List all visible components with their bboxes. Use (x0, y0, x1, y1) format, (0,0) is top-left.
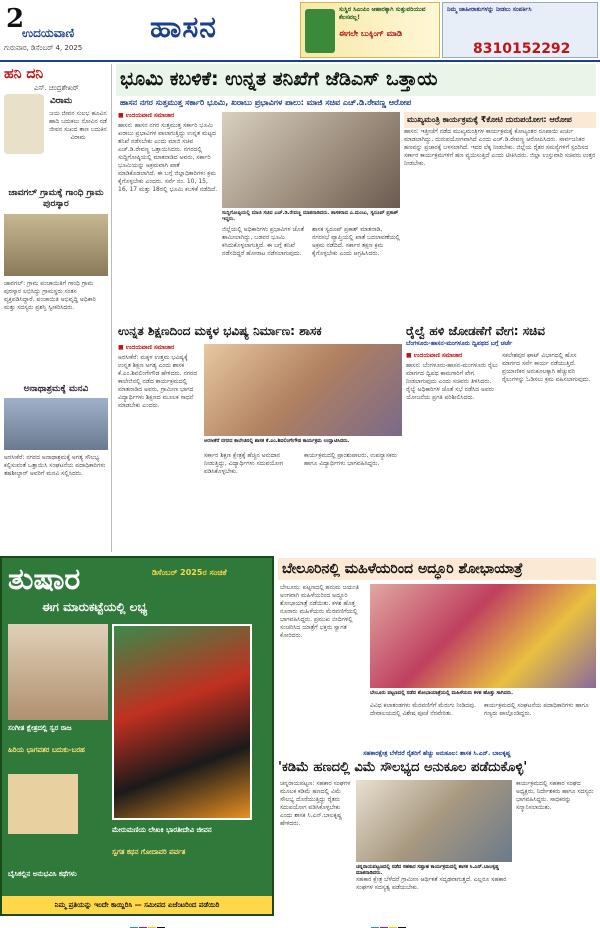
left-column (0, 64, 112, 552)
header-ad-left[interactable] (300, 2, 440, 58)
insurance-kicker: ಸಹಕಾರಕ್ಷೇತ್ರ ಬೆಳೆದರೆ ರೈತರಿಗೆ ಹೆಚ್ಚು ಅನುಕೂಲ: ಶಾಸಕ ಸಿ.ಎನ್. ಬಾಲಕೃಷ್ಣ (363, 750, 511, 757)
tushar-logo: ತುಷಾರ (8, 562, 81, 597)
lead-subhead: ಹಾಸನ ನಗರ ಸುತ್ತಮುತ್ತ ಸರ್ಕಾರಿ ಭೂಮಿ, ಖರಾಬು ಪ್ರಭಾವಿಗಳ ಪಾಲು: ಮಾಜಿ ಸಚಿವ ಎಚ್.ಡಿ.ರೇವಣ್ಣ ಆರೋಪ (120, 98, 412, 107)
belur-photo (370, 584, 596, 688)
side-story-headline[interactable]: ಮುಖ್ಯಮಂತ್ರಿ ಕಾರ್ಯಕ್ರಮಕ್ಕೆ ₹ಕೋಟಿ ದುರುಪಯೋಗ: ಆರೋಪ (404, 112, 596, 128)
education-photo-caption: ಅರಸೀಕೆರೆ ನಗರದ ಕಾಲೇಜಿನಲ್ಲಿ ಶಾಸಕ ಕೆ.ಎಂ.ಶಿವಲಿಂಗೇಗೌಡ ಕಾರ್ಯಕ್ರಮ ಉದ್ಘಾಟಿಸಿದರು. (204, 438, 350, 444)
masthead (0, 0, 600, 62)
lead-byline: ■ ಉದಯವಾಣಿ ಸಮಾಚಾರ (118, 112, 175, 119)
story-orphanage-photo (4, 398, 108, 450)
story-javagal-photo (4, 214, 108, 276)
belur-headline[interactable]: ಬೇಲೂರಿನಲ್ಲಿ ಮಹಿಳೆಯರಿಂದ ಅದ್ಧೂರಿ ಶೋಭಾಯಾತ್ರೆ (278, 558, 596, 580)
publish-date: ಗುರುವಾರ, ಡಿಸೆಂಬರ್ 4, 2025 (4, 44, 83, 52)
insurance-headline[interactable]: 'ಕಡಿಮೆ ಹಣದಲ್ಲಿ ವಿಮೆ ಸೌಲಭ್ಯದ ಅನುಕೂಲ ಪಡೆದುಕೊಳ್ಳಿ' (278, 760, 528, 775)
paper-name: ಉದಯವಾಣಿ (22, 26, 75, 40)
belur-photo-caption: ಬೇಲೂರು ಪಟ್ಟಣದಲ್ಲಿ ನಡೆದ ಶೋಭಾಯಾತ್ರೆಯಲ್ಲಿ ಮಹಿಳೆಯರು ಕಳಶ ಹೊತ್ತು ಸಾಗಿದರು. (370, 690, 514, 696)
education-headline[interactable]: ಉನ್ನತ ಶಿಕ್ಷಣದಿಂದ ಮಕ್ಕಳ ಭವಿಷ್ಯ ನಿರ್ಮಾಣ: ಶಾಸಕ (118, 324, 322, 338)
dateline (4, 44, 82, 53)
lead-column-1 (118, 112, 218, 320)
ad-left-line1: ಸುಸ್ಥಿರ ಸಿಎಂಪಿಂ ಆಹಾರಕ್ಕಾಗಿ ಸುತ್ತುವರಿಯುವ ಕೆಲಸವಲ್ಲ! (339, 6, 426, 21)
insurance-photo (356, 780, 512, 862)
insurance-column-1: ಚನ್ನರಾಯಪಟ್ಟಣ: ಸಹಕಾರ ಸಂಘಗಳ ಮೂಲಕ ಕಡಿಮೆ ಹಣದಲ್ಲಿ ವಿಮೆ ಸೌಲಭ್ಯ ದೊರೆಯುತ್ತಿದ್ದು ರೈತರು ಸದುಪಯೋಗ ಪಡಿಸಿಕೊಳ್ಳಬೇಕು ಎಂದು ಶಾಸಕ ಸಿ.ಎನ್.ಬಾಲಕೃಷ್ಣ ಹೇಳಿದರು. (280, 780, 351, 827)
poem-text: ಜಯ ಜೀವನ ಸುಲಭ ಹೂವಿನ ಹಾದಿ ಬದುಕಲು ನೋವಿನ ನಡೆ ಜೀವನ ಸುಖದ ತಾಣ ಬದುಕಿನ ವಿರಾಮ (49, 110, 107, 141)
rail-headline[interactable]: ರೈಲ್ವೆ ಹಳಿ ಜೋಡಣೆಗೆ ವೇಗ: ಸಚಿವ (406, 324, 545, 338)
side-story-text: ಹಾಸನ: ಇತ್ತೀಚೆಗೆ ನಡೆದ ಮುಖ್ಯಮಂತ್ರಿಗಳ ಕಾರ್ಯಕ್ರಮಕ್ಕೆ ಕೋಟ್ಯಂತರ ರೂಪಾಯಿ ಖರ್ಚು ಮಾಡಲಾಗಿದ್ದು, ದುರುಪಯೋಗವಾಗಿದೆ ಎಂದು ಎಚ್.ಡಿ.ರೇವಣ್ಣ ಆರೋಪಿಸಿದರು. ಸಾರ್ವಜನಿಕರ ಹಣವನ್ನು ಪ್ರಚಾರಕ್ಕೆ ಬಳಸಲಾಗಿದೆ. ಇದರ ಲೆಕ್ಕ ನೀಡಬೇಕು. ಜಿಲ್ಲೆಯ ರೈತರ ಸಮಸ್ಯೆಗಳಿಗೆ ಸ್ಪಂದಿಸದ ಸರ್ಕಾರ ಕಾರ್ಯಕ್ರಮಗಳಿಗೆ ಹಣ ವ್ಯಯಿಸುತ್ತಿದೆ ಎಂದು ಟೀಕಿಸಿದರು. ಜಿಲ್ಲಾ ಉಸ್ತುವಾರಿ ಸಚಿವರು ಉತ್ತರ ನೀಡಬೇಕು. (404, 128, 596, 167)
education-byline: ■ ಉದಯವಾಣಿ ಸಮಾಚಾರ (118, 344, 175, 351)
tushar-magazine-ad[interactable] (0, 556, 274, 916)
lead-photo-caption: ಸುದ್ದಿಗೋಷ್ಠಿಯಲ್ಲಿ ಮಾಜಿ ಸಚಿವ ಎಚ್.ಡಿ.ರೇವಣ್ಣ ಮಾತನಾಡಿದರು. ಶಾಸಕರಾದ ಎ.ಮಂಜು, ಸ್ವರೂಪ್ ಪ್ರಕಾಶ್ ಇದ್ದರು. (222, 210, 399, 222)
story-javagal-headline[interactable]: ಜಾವಗಲ್ ಗ್ರಾಮಕ್ಕೆ ಗಾಂಧಿ ಗ್ರಾಮ ಪುರಸ್ಕಾರ (8, 188, 104, 209)
education-column-3: ಕಾರ್ಯಕ್ರಮದಲ್ಲಿ ಪ್ರಾಂಶುಪಾಲರು, ಉಪನ್ಯಾಸಕರು ಹಾಗೂ ವಿದ್ಯಾರ್ಥಿಗಳು ಭಾಗವಹಿಸಿದ್ದರು. (304, 452, 397, 467)
story-orphanage-text: ಅರಸೀಕೆರೆ: ನಗರದ ಅನಾಥಾಶ್ರಮಕ್ಕೆ ಅಗತ್ಯ ಸೌಲಭ್ಯ ಕಲ್ಪಿಸುವಂತೆ ಒತ್ತಾಯಿಸಿ ಸಂಘಟನೆಯ ಪದಾಧಿಕಾರಿಗಳು ತಹಶೀಲ್ದಾರ್ ಅವರಿಗೆ ಮನವಿ ಸಲ್ಲಿಸಿದರು. (4, 454, 106, 477)
ad-left-line2: ಈಗಲೇ ಬುಕ್ಕಿಂಗ್ ಮಾಡಿ (339, 29, 403, 38)
page-number: 2 (6, 4, 25, 34)
hani-byline: ಎಸ್. ಚಂದ್ರಶೇಖರ್ (34, 84, 79, 92)
print-registration-marks (0, 918, 600, 926)
poem-title: ವಿರಾಮ (50, 96, 73, 106)
belur-column-2: ವಿವಿಧ ಕಲಾತಂಡಗಳು ಮೆರವಣಿಗೆಗೆ ಮೆರುಗು ನೀಡಿದವು. ದೇವಾಲಯದಲ್ಲಿ ವಿಶೇಷ ಪೂಜೆ ನೆರವೇರಿತು. (370, 702, 476, 717)
lead-column-2: ಜಿಲ್ಲೆಯಲ್ಲಿ ಅಧಿಕಾರಿಗಳು ಪ್ರಭಾವಿಗಳ ಜೊತೆ ಶಾಮೀಲಾಗಿದ್ದು, ಬಡವರ ಭೂಮಿ ಕಸಿದುಕೊಳ್ಳಲಾಗುತ್ತಿದೆ. ಈ ಬಗ್ಗೆ ತನಿಖೆ ನಡೆಸದಿದ್ದರೆ ಹೋರಾಟ ನಡೆಸಲಾಗುವುದು. (222, 226, 305, 257)
tushar-item-4: ಸ್ವಗತ ಕಥನ ಗೋದಾವರಿ ಪರ್ವತ (112, 848, 186, 856)
lead-headline[interactable]: ಭೂಮಿ ಕಬಳಿಕೆ: ಉನ್ನತ ತನಿಖೆಗೆ ಜೆಡಿಎಸ್ ಒತ್ತಾಯ (120, 68, 438, 90)
education-column-1 (118, 344, 200, 552)
education-column-2: ಸರ್ಕಾರ ಶಿಕ್ಷಣ ಕ್ಷೇತ್ರಕ್ಕೆ ಹೆಚ್ಚಿನ ಅನುದಾನ ನೀಡುತ್ತಿದ್ದು, ವಿದ್ಯಾರ್ಥಿಗಳು ಸದುಪಯೋಗ ಪಡಿಸಿಕೊಳ್ಳಬೇಕು. (204, 452, 284, 475)
rail-byline: ■ ಉದಯವಾಣಿ ಸಮಾಚಾರ (406, 352, 463, 359)
tushar-item-5: ಬೈಸಿಕಲ್ಲಿನ ಅನುಭವಿಸಿ ಕಥೆಗಳು (8, 870, 77, 878)
insurance-photo-caption: ಚನ್ನರಾಯಪಟ್ಟಣದಲ್ಲಿ ನಡೆದ ಸಹಕಾರ ಸಪ್ತಾಹ ಕಾರ್ಯಕ್ರಮದಲ್ಲಿ ಶಾಸಕ ಸಿ.ಎನ್.ಬಾಲಕೃಷ್ಣ ಮಾತನಾಡಿದರು. (356, 864, 500, 876)
tushar-portrait (8, 624, 108, 720)
tushar-item-1: ಸಂಗೀತ ಕ್ಷೇತ್ರದಲ್ಲಿ ಸ್ವರ ರಾಜ (8, 724, 72, 732)
poet-illustration (4, 94, 44, 154)
education-col1-text: ಅರಸೀಕೆರೆ: ಮಕ್ಕಳ ಉತ್ತಮ ಭವಿಷ್ಯಕ್ಕೆ ಉನ್ನತ ಶಿಕ್ಷಣ ಅಗತ್ಯ ಎಂದು ಶಾಸಕ ಕೆ.ಎಂ.ಶಿವಲಿಂಗೇಗೌಡ ಹೇಳಿದರು. ನಗರದ ಕಾಲೇಜಿನಲ್ಲಿ ನಡೆದ ಕಾರ್ಯಕ್ರಮದಲ್ಲಿ ಮಾತನಾಡಿದ ಅವರು, ಗ್ರಾಮೀಣ ಭಾಗದ ವಿದ್ಯಾರ್ಥಿಗಳು ಶಿಕ್ಷಣದ ಮೂಲಕ ಸಾಧನೆ ಮಾಡಬೇಕು ಎಂದರು. (118, 354, 198, 409)
ad-right-text: ನಿಮ್ಮ ಜಾಹೀರಾತುಗಳನ್ನು ನೀಡಲು ಸಂಪರ್ಕಿಸಿ (447, 6, 532, 13)
lead-col1-text: ಹಾಸನ: ಹಾಸನ ನಗರ ಸುತ್ತಮುತ್ತ ಸರ್ಕಾರಿ ಭೂಮಿ ಖರಾಬು ಪ್ರಭಾವಿಗಳ ಪಾಲಾಗುತ್ತಿದ್ದು ಉನ್ನತ ಮಟ್ಟದ ತನಿಖೆ ನಡೆಸಬೇಕು ಎಂದು ಮಾಜಿ ಸಚಿವ ಎಚ್.ಡಿ.ರೇವಣ್ಣ ಒತ್ತಾಯಿಸಿದರು. ನಗರದಲ್ಲಿ ಸುದ್ದಿಗೋಷ್ಠಿಯಲ್ಲಿ ಮಾತನಾಡಿದ ಅವರು, ಸರ್ಕಾರಿ ಭೂಮಿಯನ್ನು ಅಕ್ರಮವಾಗಿ ಖಾತೆ ಮಾಡಿಕೊಡಲಾಗಿದೆ. ಈ ಬಗ್ಗೆ ಜಿಲ್ಲಾಧಿಕಾರಿಗಳು ಕ್ರಮ ಕೈಗೊಳ್ಳಬೇಕು ಎಂದರು. ಸರ್ವೆ ನಂ. 10, 15, 16, 17 ಮತ್ತು 18ರಲ್ಲಿ ಭೂಮಿ ಕಬಳಿಕೆ ನಡೆದಿದೆ. (118, 122, 218, 193)
story-orphanage-headline[interactable]: ಅನಾಥಾಶ್ರಮಕ್ಕೆ ಮನವಿ (23, 384, 89, 394)
ad-phone-number: 8310152292 (473, 41, 571, 57)
tushar-cover-image (112, 624, 252, 820)
rail-column-2: ಸಕಲೇಶಪುರ ಘಾಟ್ ವಿಭಾಗದಲ್ಲಿ ಹೊಸ ಮಾರ್ಗದ ಸರ್ವೆ ಕಾರ್ಯ ನಡೆಯುತ್ತಿದೆ. ಪ್ರಯಾಣಿಕರ ಅನುಕೂಲಕ್ಕಾಗಿ ಹೆಚ್ಚುವರಿ ರೈಲುಗಳನ್ನು ಓಡಿಸಲು ಕ್ರಮ ವಹಿಸಲಾಗುವುದು. (502, 352, 591, 383)
ad-product-image (305, 9, 335, 53)
tushar-author-photo (8, 774, 78, 834)
header-ad-right[interactable] (442, 2, 598, 58)
insurance-column-3: ಕಾರ್ಯಕ್ರಮದಲ್ಲಿ ಸಹಕಾರ ಸಂಘದ ಅಧ್ಯಕ್ಷರು, ನಿರ್ದೇಶಕರು ಹಾಗೂ ಸದಸ್ಯರು ಭಾಗವಹಿಸಿದ್ದರು. ಸಾಧಕರನ್ನು ಸನ್ಮಾನಿಸಲಾಯಿತು. (516, 780, 594, 811)
rail-col1-text: ಹಾಸನ: ಬೆಂಗಳೂರು-ಹಾಸನ-ಮಂಗಳೂರು ರೈಲು ಮಾರ್ಗದ ದ್ವಿಪಥ ಕಾಮಗಾರಿಗೆ ವೇಗ ನೀಡಲಾಗುವುದು ಎಂದು ಸಚಿವರು ತಿಳಿಸಿದರು. ರೈಲ್ವೆ ಅಧಿಕಾರಿಗಳ ಜೊತೆ ಸಭೆ ನಡೆಸಿದ ಅವರು ಯೋಜನೆಯ ಪ್ರಗತಿ ಪರಿಶೀಲಿಸಿದರು. (406, 362, 498, 401)
story-javagal-text: ಜಾವಗಲ್: ಗ್ರಾಮ ಪಂಚಾಯಿತಿಗೆ ಗಾಂಧಿ ಗ್ರಾಮ ಪುರಸ್ಕಾರ ಲಭಿಸಿದ್ದು ಗ್ರಾಮಸ್ಥರು ಸಂತಸ ವ್ಯಕ್ತಪಡಿಸಿದ್ದಾರೆ. ಪಂಚಾಯಿತಿ ಅಭಿವೃದ್ಧಿ ಅಧಿಕಾರಿ ಮತ್ತು ಸದಸ್ಯರು ಪ್ರಶಸ್ತಿ ಸ್ವೀಕರಿಸಿದರು. (4, 280, 96, 311)
hani-dani-title: ಹನಿ ದನಿ (4, 66, 44, 82)
lead-photo (222, 112, 400, 208)
lead-headline-band (116, 64, 596, 96)
tushar-item-3: ಮೇರುಮಣಿಯ ಲೇಖಕಿ ಭಾರತೀದೇವಿ ಜೀವನ (112, 826, 212, 834)
tushar-available: ಈಗ ಮಾರುಕಟ್ಟೆಯಲ್ಲಿ ಲಭ್ಯ (42, 600, 148, 614)
tushar-footer: ನಿಮ್ಮ ಪ್ರತಿಯನ್ನು ಇಂದೇ ಕಾಯ್ದಿರಿಸಿ — ಸಮೀಪದ ಏಜೆಂಟರಿಂದ ಪಡೆಯಿರಿ (2, 896, 272, 914)
rail-column-1 (406, 352, 498, 552)
insurance-column-2: ಸಹಕಾರ ಕ್ಷೇತ್ರ ಬೆಳೆದರೆ ಗ್ರಾಮೀಣ ಆರ್ಥಿಕತೆ ಸದೃಢವಾಗುತ್ತದೆ. ಎಲ್ಲರೂ ಸಹಕಾರ ಸಂಘಗಳ ಸದಸ್ಯತ್ವ ಪಡೆಯಬೇಕು. (356, 876, 507, 891)
belur-column-3: ಕಾರ್ಯಕ್ರಮದಲ್ಲಿ ಸಂಘಟನೆಯ ಪದಾಧಿಕಾರಿಗಳು ಹಾಗೂ ಗಣ್ಯರು ಪಾಲ್ಗೊಂಡಿದ್ದರು. (484, 702, 589, 717)
tushar-issue: ಡಿಸೆಂಬರ್ 2025ರ ಸಂಚಿಕೆ (152, 568, 227, 577)
section-name: ಹಾಸನ (150, 10, 217, 45)
belur-column-1: ಬೇಲೂರು: ಪಟ್ಟಣದಲ್ಲಿ ಹನುಮ ಜಯಂತಿ ಅಂಗವಾಗಿ ಮಹಿಳೆಯರಿಂದ ಅದ್ಧೂರಿ ಶೋಭಾಯಾತ್ರೆ ನಡೆಯಿತು. ಕಳಶ ಹೊತ್ತ ನೂರಾರು ಮಹಿಳೆಯರು ಮೆರವಣಿಗೆಯಲ್ಲಿ ಭಾಗವಹಿಸಿದ್ದರು. ಪ್ರಮುಖ ಬೀದಿಗಳಲ್ಲಿ ಸಂಚರಿಸಿದ ಯಾತ್ರೆಗೆ ಭಕ್ತರು ಸ್ವಾಗತ ಕೋರಿದರು. (280, 584, 359, 639)
rail-subhead: ಬೆಂಗಳೂರು-ಹಾಸನ-ಮಂಗಳೂರು ದ್ವಿಪಥದ ಬಗ್ಗೆ ಚರ್ಚೆ (406, 340, 513, 347)
education-photo (204, 344, 402, 436)
tushar-item-2: ಹಿರಿಯ ಭಾಗವತರ ಬದುಕು-ಬರಹ (8, 746, 85, 754)
lead-column-3: ಶಾಸಕ ಸ್ವರೂಪ್ ಪ್ರಕಾಶ್ ಮಾತನಾಡಿ, ನಗರಸಭೆ ವ್ಯಾಪ್ತಿಯಲ್ಲಿ ಖಾತೆ ಬದಲಾವಣೆಯಲ್ಲಿ ಅಕ್ರಮ ನಡೆದಿದೆ. ಸರ್ಕಾರ ತಕ್ಷಣ ಕ್ರಮ ಕೈಗೊಳ್ಳಬೇಕು ಎಂದು ಆಗ್ರಹಿಸಿದರು. (312, 226, 400, 257)
